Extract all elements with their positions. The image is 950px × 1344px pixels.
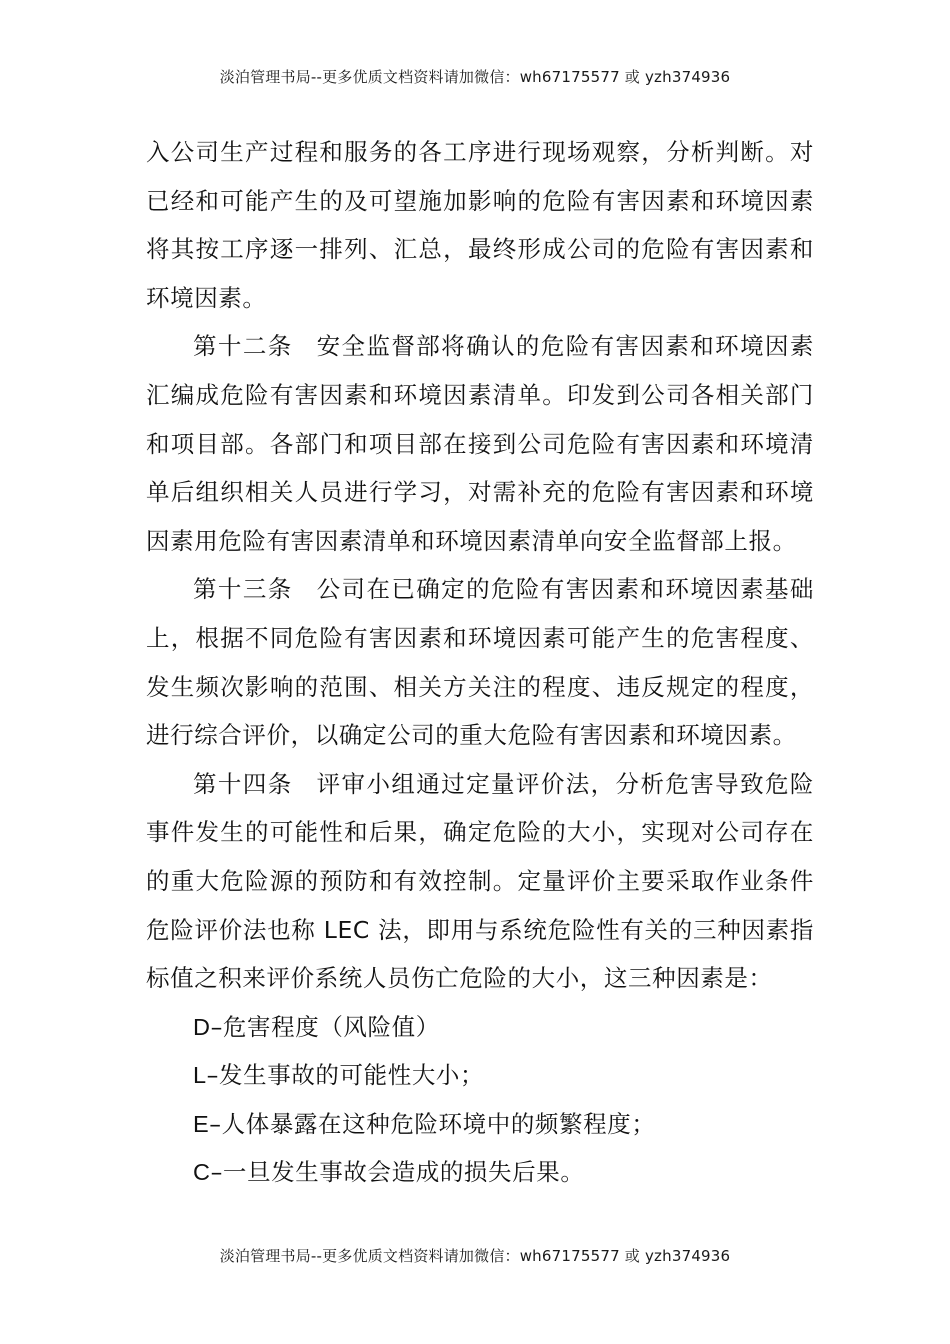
factor-item-c bbox=[146, 1148, 814, 1197]
factor-text: –危害程度（风险值） bbox=[210, 1012, 440, 1041]
article-13 bbox=[146, 565, 814, 759]
article-14 bbox=[146, 760, 814, 1003]
factor-key: C bbox=[193, 1159, 211, 1186]
article-number: 第十四条 bbox=[193, 769, 293, 798]
factor-item-e bbox=[146, 1100, 814, 1149]
factor-item-d bbox=[146, 1003, 814, 1052]
article-number: 第十二条 bbox=[193, 332, 293, 361]
article-number: 第十三条 bbox=[193, 575, 293, 604]
factor-key: E bbox=[193, 1110, 210, 1137]
document-body bbox=[146, 128, 814, 1197]
factor-key: L bbox=[193, 1062, 207, 1089]
article-text: 公司在已确定的危险有害因素和环境因素基础上，根据不同危险有害因素和环境因素可能产生的危害程度、发生频次影响的范围、相关方关注的程度、违反规定的程度，进行综合评价，以确定公司的重大危险有害因素和环境因素。 bbox=[146, 575, 814, 750]
article-12 bbox=[146, 322, 814, 565]
page-header: 淡泊管理书局--更多优质文档资料请加微信：wh67175577 或 yzh374936 bbox=[219, 68, 731, 86]
factor-text: –发生事故的可能性大小； bbox=[206, 1061, 485, 1090]
page-footer: 淡泊管理书局--更多优质文档资料请加微信：wh67175577 或 yzh374936 bbox=[219, 1247, 731, 1265]
paragraph-continuation: 入公司生产过程和服务的各工序进行现场观察，分析判断。对已经和可能产生的及可望施加影响的危险有害因素和环境因素将其按工序逐一排列、汇总，最终形成公司的危险有害因素和环境因素。 bbox=[146, 138, 814, 312]
article-text: 安全监督部将确认的危险有害因素和环境因素汇编成危险有害因素和环境因素清单。印发到公司各相关部门和项目部。各部门和项目部在接到公司危险有害因素和环境清单后组织相关人员进行学习，对需补充的危险有害因素和环境因素用危险有害因素清单和环境因素清单向安全监督部上报。 bbox=[146, 332, 814, 555]
factor-text: –一旦发生事故会造成的损失后果。 bbox=[210, 1158, 585, 1187]
article-text: 评审小组通过定量评价法，分析危害导致危险事件发生的可能性和后果，确定危险的大小，实现对公司存在的重大危险源的预防和有效控制。定量评价主要采取作业条件危险评价法也称 LEC 法，即用与系统危险性有关的三种因素指标值之积来评价系统人员伤亡危险的大小，这三种因素是： bbox=[146, 769, 814, 993]
factor-text: –人体暴露在这种危险环境中的频繁程度； bbox=[209, 1109, 656, 1138]
factor-item-l bbox=[146, 1051, 814, 1100]
factor-key: D bbox=[193, 1013, 211, 1040]
